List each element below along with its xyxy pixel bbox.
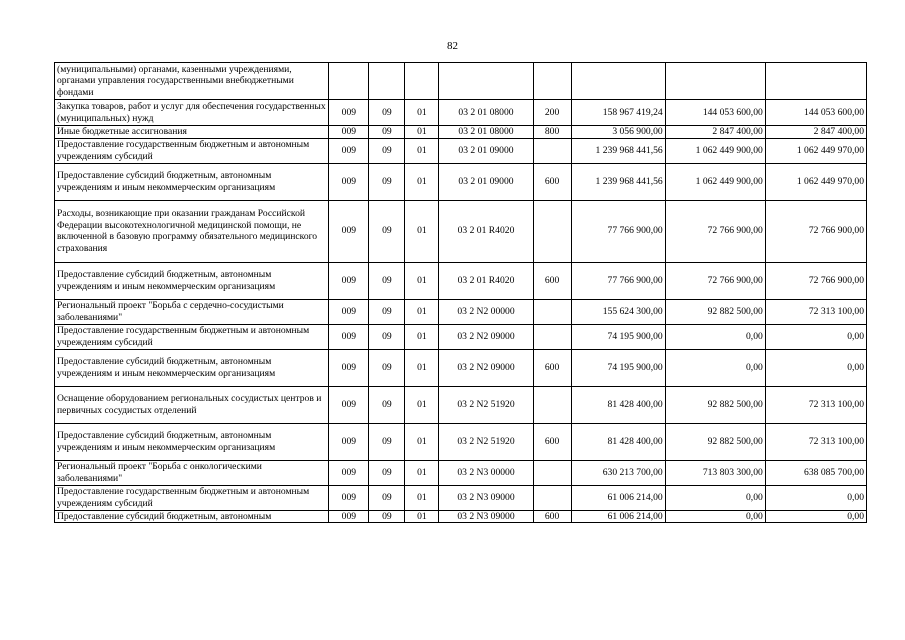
section-code: 09 — [369, 460, 405, 485]
amount-year-3: 638 085 700,00 — [765, 460, 866, 485]
table-row — [55, 262, 867, 299]
subsection-code: 01 — [405, 386, 439, 423]
amount-year-1: 61 006 214,00 — [571, 510, 665, 523]
amount-year-3: 72 313 100,00 — [765, 423, 866, 460]
target-article: 03 2 N2 09000 — [439, 324, 533, 349]
subsection-code — [405, 63, 439, 100]
target-article: 03 2 01 09000 — [439, 163, 533, 200]
ministry-code: 009 — [329, 349, 369, 386]
row-name: Региональный проект "Борьба с онкологическими заболеваниями" — [55, 460, 329, 485]
subsection-code: 01 — [405, 299, 439, 324]
table-row — [55, 299, 867, 324]
expense-type: 600 — [533, 349, 571, 386]
expense-type: 600 — [533, 510, 571, 523]
amount-year-2 — [665, 63, 765, 100]
expense-type: 800 — [533, 126, 571, 139]
section-code: 09 — [369, 299, 405, 324]
amount-year-2: 713 803 300,00 — [665, 460, 765, 485]
row-name: Предоставление государственным бюджетным и автономным учреждениям субсидий — [55, 485, 329, 510]
row-name: Региональный проект "Борьба с сердечно-сосудистыми заболеваниями" — [55, 299, 329, 324]
amount-year-3: 72 313 100,00 — [765, 386, 866, 423]
amount-year-2: 92 882 500,00 — [665, 386, 765, 423]
expense-type: 200 — [533, 100, 571, 126]
subsection-code: 01 — [405, 324, 439, 349]
expense-type — [533, 299, 571, 324]
subsection-code: 01 — [405, 349, 439, 386]
table-row — [55, 349, 867, 386]
section-code — [369, 63, 405, 100]
row-name: Иные бюджетные ассигнования — [55, 126, 329, 139]
row-name: Предоставление субсидий бюджетным, автономным учреждениям и иным некоммерческим организациям — [55, 163, 329, 200]
amount-year-3: 0,00 — [765, 510, 866, 523]
ministry-code: 009 — [329, 299, 369, 324]
amount-year-1: 1 239 968 441,56 — [571, 163, 665, 200]
section-code: 09 — [369, 138, 405, 163]
ministry-code: 009 — [329, 100, 369, 126]
amount-year-1 — [571, 63, 665, 100]
row-name: Закупка товаров, работ и услуг для обеспечения государственных (муниципальных) нужд — [55, 100, 329, 126]
section-code: 09 — [369, 262, 405, 299]
target-article: 03 2 01 R4020 — [439, 262, 533, 299]
expense-type — [533, 63, 571, 100]
section-code: 09 — [369, 423, 405, 460]
amount-year-3: 0,00 — [765, 485, 866, 510]
subsection-code: 01 — [405, 460, 439, 485]
target-article: 03 2 01 08000 — [439, 100, 533, 126]
amount-year-1: 77 766 900,00 — [571, 262, 665, 299]
page-number: 82 — [447, 40, 458, 52]
row-name: Оснащение оборудованием региональных сосудистых центров и первичных сосудистых отделений — [55, 386, 329, 423]
ministry-code: 009 — [329, 386, 369, 423]
subsection-code: 01 — [405, 262, 439, 299]
amount-year-2: 0,00 — [665, 349, 765, 386]
subsection-code: 01 — [405, 423, 439, 460]
subsection-code: 01 — [405, 510, 439, 523]
amount-year-1: 1 239 968 441,56 — [571, 138, 665, 163]
section-code: 09 — [369, 485, 405, 510]
section-code: 09 — [369, 324, 405, 349]
amount-year-2: 0,00 — [665, 510, 765, 523]
ministry-code: 009 — [329, 423, 369, 460]
amount-year-2: 2 847 400,00 — [665, 126, 765, 139]
table-row — [55, 63, 867, 100]
target-article: 03 2 N2 09000 — [439, 349, 533, 386]
amount-year-2: 0,00 — [665, 485, 765, 510]
row-name: Предоставление субсидий бюджетным, автономным учреждениям и иным некоммерческим организациям — [55, 423, 329, 460]
amount-year-3: 1 062 449 970,00 — [765, 138, 866, 163]
table-row — [55, 200, 867, 262]
ministry-code: 009 — [329, 138, 369, 163]
section-code: 09 — [369, 126, 405, 139]
row-name: Предоставление государственным бюджетным и автономным учреждениям субсидий — [55, 324, 329, 349]
expense-type: 600 — [533, 423, 571, 460]
section-code: 09 — [369, 200, 405, 262]
expense-type — [533, 485, 571, 510]
row-name: Предоставление субсидий бюджетным, автономным учреждениям и иным некоммерческим организациям — [55, 262, 329, 299]
section-code: 09 — [369, 386, 405, 423]
row-name: Предоставление субсидий бюджетным, автономным учреждениям и иным некоммерческим организациям — [55, 349, 329, 386]
amount-year-3: 0,00 — [765, 349, 866, 386]
table-row — [55, 163, 867, 200]
subsection-code: 01 — [405, 163, 439, 200]
ministry-code: 009 — [329, 163, 369, 200]
subsection-code: 01 — [405, 485, 439, 510]
ministry-code: 009 — [329, 262, 369, 299]
amount-year-3: 72 766 900,00 — [765, 200, 866, 262]
ministry-code: 009 — [329, 510, 369, 523]
ministry-code — [329, 63, 369, 100]
amount-year-2: 1 062 449 900,00 — [665, 163, 765, 200]
subsection-code: 01 — [405, 200, 439, 262]
ministry-code: 009 — [329, 200, 369, 262]
section-code: 09 — [369, 163, 405, 200]
table-row — [55, 485, 867, 510]
target-article: 03 2 N3 09000 — [439, 485, 533, 510]
target-article: 03 2 N2 00000 — [439, 299, 533, 324]
table-row — [55, 423, 867, 460]
subsection-code: 01 — [405, 138, 439, 163]
amount-year-1: 74 195 900,00 — [571, 324, 665, 349]
row-name: Предоставление субсидий бюджетным, автономным — [55, 510, 329, 523]
amount-year-1: 630 213 700,00 — [571, 460, 665, 485]
amount-year-2: 92 882 500,00 — [665, 299, 765, 324]
amount-year-3: 144 053 600,00 — [765, 100, 866, 126]
amount-year-1: 74 195 900,00 — [571, 349, 665, 386]
ministry-code: 009 — [329, 485, 369, 510]
section-code: 09 — [369, 349, 405, 386]
amount-year-1: 3 056 900,00 — [571, 126, 665, 139]
target-article: 03 2 01 09000 — [439, 138, 533, 163]
table-row — [55, 386, 867, 423]
expense-type: 600 — [533, 163, 571, 200]
row-name: Предоставление государственным бюджетным и автономным учреждениям субсидий — [55, 138, 329, 163]
amount-year-1: 61 006 214,00 — [571, 485, 665, 510]
target-article: 03 2 01 08000 — [439, 126, 533, 139]
target-article: 03 2 N2 51920 — [439, 423, 533, 460]
table-row — [55, 100, 867, 126]
row-name: (муниципальными) органами, казенными учреждениями, органами управления государственными внебюджетными фондами — [55, 63, 329, 100]
subsection-code: 01 — [405, 126, 439, 139]
row-name: Расходы, возникающие при оказании гражданам Российской Федерации высокотехнологичной медицинской помощи, не включенной в базовую программу обязательного медицинского страхования — [55, 200, 329, 262]
target-article: 03 2 N3 00000 — [439, 460, 533, 485]
amount-year-1: 158 967 419,24 — [571, 100, 665, 126]
amount-year-1: 81 428 400,00 — [571, 423, 665, 460]
ministry-code: 009 — [329, 126, 369, 139]
amount-year-3: 0,00 — [765, 324, 866, 349]
amount-year-2: 72 766 900,00 — [665, 200, 765, 262]
section-code: 09 — [369, 510, 405, 523]
amount-year-3: 2 847 400,00 — [765, 126, 866, 139]
table-row — [55, 138, 867, 163]
target-article — [439, 63, 533, 100]
table-row — [55, 324, 867, 349]
section-code: 09 — [369, 100, 405, 126]
amount-year-3: 72 766 900,00 — [765, 262, 866, 299]
amount-year-1: 155 624 300,00 — [571, 299, 665, 324]
amount-year-3: 1 062 449 970,00 — [765, 163, 866, 200]
budget-table — [54, 62, 867, 523]
amount-year-2: 72 766 900,00 — [665, 262, 765, 299]
amount-year-1: 77 766 900,00 — [571, 200, 665, 262]
table-row — [55, 460, 867, 485]
expense-type — [533, 138, 571, 163]
amount-year-2: 1 062 449 900,00 — [665, 138, 765, 163]
target-article: 03 2 N3 09000 — [439, 510, 533, 523]
amount-year-1: 81 428 400,00 — [571, 386, 665, 423]
table-row — [55, 126, 867, 139]
subsection-code: 01 — [405, 100, 439, 126]
expense-type — [533, 324, 571, 349]
target-article: 03 2 01 R4020 — [439, 200, 533, 262]
target-article: 03 2 N2 51920 — [439, 386, 533, 423]
amount-year-3: 72 313 100,00 — [765, 299, 866, 324]
expense-type — [533, 386, 571, 423]
amount-year-3 — [765, 63, 866, 100]
expense-type: 600 — [533, 262, 571, 299]
ministry-code: 009 — [329, 460, 369, 485]
amount-year-2: 0,00 — [665, 324, 765, 349]
expense-type — [533, 200, 571, 262]
expense-type — [533, 460, 571, 485]
amount-year-2: 92 882 500,00 — [665, 423, 765, 460]
amount-year-2: 144 053 600,00 — [665, 100, 765, 126]
table-row — [55, 510, 867, 523]
ministry-code: 009 — [329, 324, 369, 349]
